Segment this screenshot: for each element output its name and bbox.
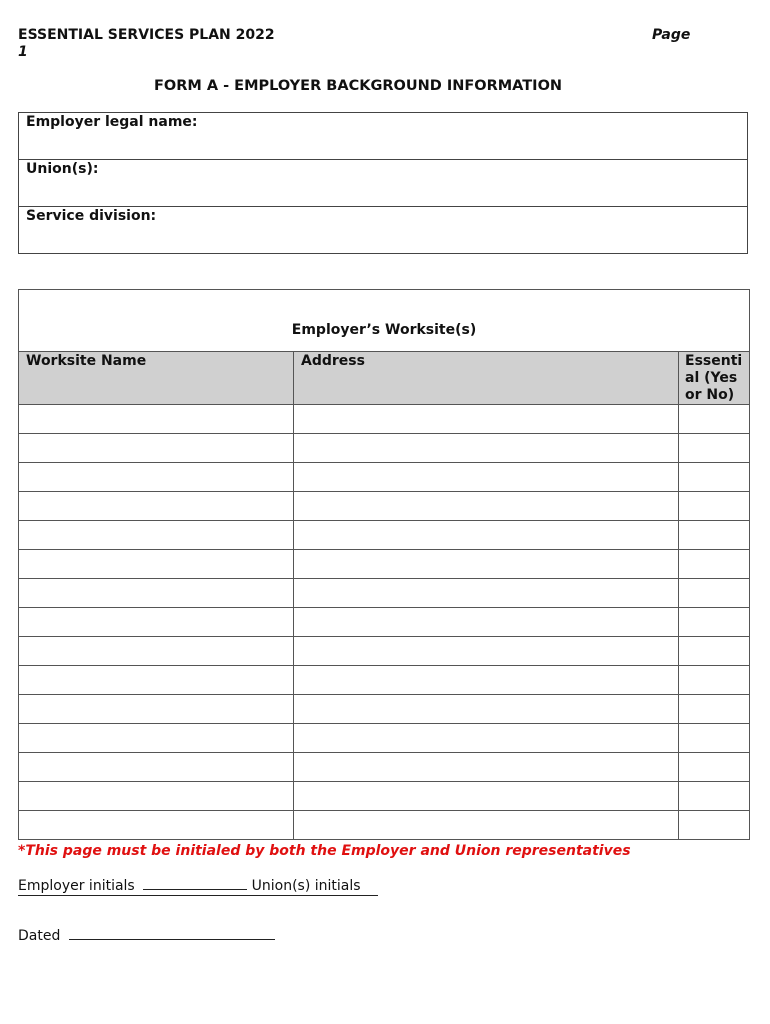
worksite-row (19, 811, 750, 840)
worksite-name-cell[interactable] (19, 608, 294, 637)
worksites-header-row (19, 352, 750, 405)
service-division-label: Service division: (26, 208, 157, 224)
employer-initials-label: Employer initials (18, 878, 135, 894)
worksite-name-cell[interactable] (19, 492, 294, 521)
address-cell[interactable] (294, 811, 679, 840)
initial-requirement-note: *This page must be initialed by both the Employer and Union representatives (18, 843, 631, 859)
essential-cell[interactable] (679, 550, 750, 579)
essential-cell[interactable] (679, 782, 750, 811)
worksite-name-cell[interactable] (19, 405, 294, 434)
worksite-row (19, 434, 750, 463)
initials-line (18, 877, 361, 894)
address-cell[interactable] (294, 695, 679, 724)
address-cell[interactable] (294, 666, 679, 695)
worksites-caption-row (19, 290, 750, 352)
employer-initials-field[interactable] (143, 877, 247, 890)
worksite-name-cell[interactable] (19, 753, 294, 782)
worksites-body (19, 405, 750, 840)
union-initials-field[interactable] (18, 895, 378, 896)
dated-label: Dated (18, 928, 61, 944)
address-cell[interactable] (294, 782, 679, 811)
form-title: FORM A - EMPLOYER BACKGROUND INFORMATION (153, 78, 563, 94)
worksite-name-cell[interactable] (19, 579, 294, 608)
union-initials-label: Union(s) initials (251, 878, 361, 894)
service-division-field[interactable] (19, 207, 747, 253)
address-cell[interactable] (294, 521, 679, 550)
worksite-row (19, 782, 750, 811)
worksite-row (19, 666, 750, 695)
plan-header (18, 27, 275, 61)
essential-cell[interactable] (679, 434, 750, 463)
unions-field[interactable] (19, 160, 747, 207)
unions-label: Union(s): (26, 161, 99, 177)
worksite-name-cell[interactable] (19, 463, 294, 492)
worksite-row (19, 405, 750, 434)
essential-cell[interactable] (679, 811, 750, 840)
address-cell[interactable] (294, 579, 679, 608)
address-cell[interactable] (294, 550, 679, 579)
essential-cell[interactable] (679, 579, 750, 608)
worksite-name-cell[interactable] (19, 811, 294, 840)
page-number: 1 (18, 44, 28, 60)
worksite-name-cell[interactable] (19, 637, 294, 666)
employer-legal-name-field[interactable] (19, 113, 747, 160)
worksite-name-cell[interactable] (19, 695, 294, 724)
essential-cell[interactable] (679, 463, 750, 492)
dated-field[interactable] (69, 927, 275, 940)
worksite-name-cell[interactable] (19, 550, 294, 579)
worksite-row (19, 521, 750, 550)
worksite-row (19, 724, 750, 753)
address-cell[interactable] (294, 405, 679, 434)
worksite-name-cell[interactable] (19, 724, 294, 753)
worksites-caption: Employer’s Worksite(s) (19, 290, 750, 352)
dated-line (18, 927, 275, 944)
address-cell[interactable] (294, 637, 679, 666)
essential-cell[interactable] (679, 753, 750, 782)
worksite-name-cell[interactable] (19, 666, 294, 695)
essential-cell[interactable] (679, 637, 750, 666)
employer-legal-name-label: Employer legal name: (26, 114, 198, 130)
worksite-row (19, 637, 750, 666)
worksite-row (19, 753, 750, 782)
essential-cell[interactable] (679, 405, 750, 434)
essential-cell[interactable] (679, 608, 750, 637)
address-cell[interactable] (294, 463, 679, 492)
essential-cell[interactable] (679, 695, 750, 724)
column-header-worksite-name: Worksite Name (19, 352, 294, 405)
worksite-row (19, 695, 750, 724)
address-cell[interactable] (294, 608, 679, 637)
essential-cell[interactable] (679, 666, 750, 695)
worksites-table (18, 289, 750, 840)
plan-title: ESSENTIAL SERVICES PLAN 2022 (18, 27, 275, 43)
address-cell[interactable] (294, 492, 679, 521)
worksite-row (19, 463, 750, 492)
employer-background-box (18, 112, 748, 254)
address-cell[interactable] (294, 724, 679, 753)
address-cell[interactable] (294, 753, 679, 782)
worksite-name-cell[interactable] (19, 782, 294, 811)
worksite-row (19, 579, 750, 608)
address-cell[interactable] (294, 434, 679, 463)
essential-cell[interactable] (679, 521, 750, 550)
essential-cell[interactable] (679, 492, 750, 521)
worksite-name-cell[interactable] (19, 434, 294, 463)
essential-cell[interactable] (679, 724, 750, 753)
worksite-row (19, 492, 750, 521)
worksite-row (19, 550, 750, 579)
column-header-address: Address (294, 352, 679, 405)
page-label: Page (652, 27, 691, 43)
worksite-name-cell[interactable] (19, 521, 294, 550)
column-header-essential: Essenti al (Yes or No) (679, 352, 750, 405)
worksite-row (19, 608, 750, 637)
